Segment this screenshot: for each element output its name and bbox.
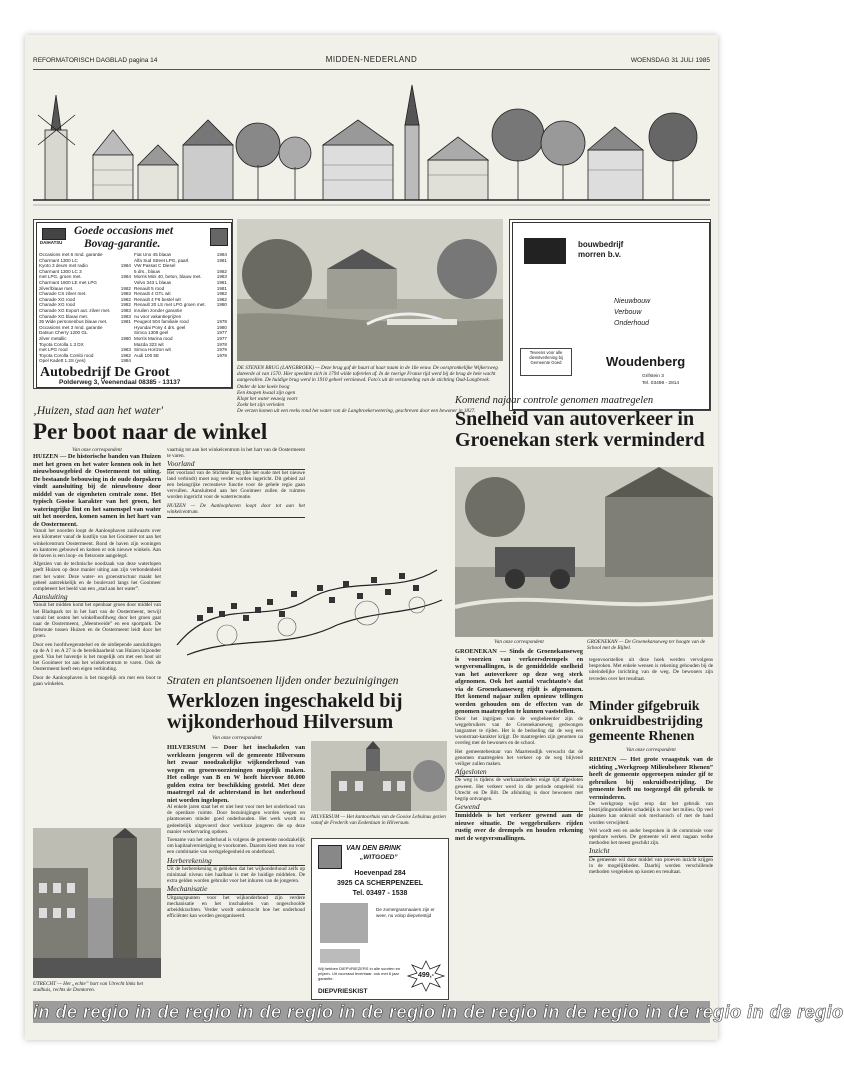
article-huizen-headline: Per boot naar de winkel	[33, 419, 268, 444]
occasion-model: Charmant 1300 LC 3	[39, 268, 82, 274]
byline: Van onze correspondent	[72, 447, 122, 453]
occasion-year: 1984	[120, 263, 131, 269]
ad-bouwbedrijf-morren	[509, 219, 711, 411]
occasion-model: Charade XG Export aut. zilver met.	[39, 307, 111, 313]
brink-offer: De zomergrasmaaiers zijn er weer, nu volop diepvriestijd	[376, 907, 435, 918]
daihatsu-brand: DAIHATSU	[40, 240, 63, 245]
occasion-model: Alfa Sud Street LPG, paarl.	[134, 257, 190, 263]
subhead-herberekening: Herberekening	[167, 858, 305, 866]
occasion-year: 1984	[216, 252, 227, 257]
paragraph: Door een hoofdwegenstelsel en de uitdiepende aansluitingen op de A 1 en A 27 is de bereikbaarheid van Huizen bijzonder goed. Van het haventje is het mogelijk om met een boot uit het Gooimeer tot aan het winkelcentrum te varen. Ook de Oostermeent heeft een eigen verbinding.	[33, 641, 161, 673]
ad-occasions-list-left	[39, 252, 131, 364]
brink-logo-icon	[318, 845, 342, 869]
occasion-model: Audi 100 5E	[134, 352, 160, 358]
brink-brand1: VAN DEN BRINK	[346, 845, 402, 852]
map-oostermeent	[167, 555, 447, 670]
occasion-model: Opel Kadett 1.2S (yes)	[39, 358, 86, 364]
photo-utrecht-caption: UTRECHT — Het „echte” hart van Utrecht links het stadhuis, rechts de Domtoren.	[33, 981, 144, 993]
occasion-model: Toyota Corolla Combi rood	[39, 352, 94, 358]
article-werklozen-byline: Van onze correspondent	[212, 735, 262, 741]
subhead-aansluiting: Aansluiting	[33, 594, 161, 602]
paragraph: Door het ingrijpen van de wegbeheerder zijn de weggebruikers van de Groenekanseweg gedwongen langzamer te rijden. Het is de bedoeling dat de weg een woonstraat-karakter krijgt. De maatregelen zijn genomen na overleg met de bewoners en de school.	[455, 715, 583, 747]
occasion-model: Charade XG blauw met.	[39, 313, 89, 319]
photo-groenekan-caption: GROENEKAN — De Groenekanseweg ter hoogte van de School met de Bijbel.	[587, 639, 706, 651]
brink-note: Wij hebben DIEPVRIEZERS in alle soorten en prijzen. Uit voorraad leverbaar. ook met 6 jaar garantie.	[318, 966, 401, 981]
occasion-year: 1980	[216, 324, 227, 330]
occasion-year: 1978	[216, 341, 227, 347]
occasion-year: 1977	[216, 335, 227, 341]
brink-brand2: „WITGOED”	[360, 854, 398, 861]
occasion-model: Morris Marina rood	[134, 335, 173, 341]
caption-text: DE STENEN BRUG (LANGBROEK) — Deze brug gaf de buurt al haar naam in de 16e eeuw. De oorspronkelijke Wijkersweg dateerde al van 1570. Hier speelden zich in 1794 wilde taferelen af. In de roerige Franse tijd werd bij de brug de hele wacht aangevallen. De huidige brug werd in 1910 geheel vernieuwd. Foto's uit de verzameling van de stichting Oud-Langbroek.	[237, 365, 498, 383]
subhead-mechanisatie: Mechanisatie	[167, 886, 305, 894]
occasion-year: 1981	[120, 319, 131, 325]
poem-line: Zoekt het zijn verleden	[237, 402, 285, 408]
occasion-model: Simca Horizon wit	[134, 347, 171, 353]
morren-logo-icon	[524, 238, 566, 264]
morren-service: Nieuwbouw	[614, 298, 651, 305]
brink-address: Hoevenpad 284	[354, 870, 406, 877]
newspaper-page	[25, 35, 844, 1040]
occasion-year: 1983	[120, 291, 131, 297]
paragraph: Afgezien van de technische noodzaak van deze waterlopen geeft Huizen op deze manier uiting aan zijn verbondenheid met het water. Deze water- en groenstructuur maakt het geheel aantrekkelijk en de boulevard langs het Gooimeer completeert het beeld van een „stad aan het water”.	[33, 561, 161, 593]
morren-line2: morren b.v.	[578, 250, 621, 259]
occasion-model: Occasions met 3 mnd. garantie	[39, 324, 103, 330]
photo-utrecht	[33, 828, 161, 978]
paragraph: Wel wordt een en ander besproken in de commissie voor openbare werken. De gemeente wil eerst nagaan welke methoden het meest geschikt zijn.	[589, 827, 713, 847]
occasion-year: 1982	[216, 291, 227, 297]
in-de-regio-banner	[33, 1001, 844, 1023]
ad-van-den-brink	[311, 838, 449, 1000]
article-huizen-kicker: ‚Huizen, stad aan het water'	[33, 405, 163, 417]
occasion-model: Charade XG rood	[39, 296, 76, 302]
occasion-model: Renault 4 GTL wit	[134, 291, 171, 297]
paragraph: Toename van het onderhoud is volgens de gemeente noodzakelijk om kapitaalvernietiging te voorkomen. Daarom kiest men nu voor een combinatie van werkgelegenheid en onderhoud.	[167, 837, 305, 856]
occasion-model: 35 Wide personenbus blauw met.	[39, 319, 108, 325]
ad-title-line2: Bovag-garantie.	[84, 238, 161, 250]
paragraph: tegenvoorstellen uit deze hoek werden vervolgens besproken. Met enkele wensen is rekening gehouden bij de uiteindelijke inrichting van de weg. De bewoners zijn tevreden over het resultaat.	[589, 657, 713, 682]
occasion-year: 1977	[216, 330, 227, 336]
occasion-year: 1978	[216, 352, 227, 358]
occasion-model: inruilen zonder garantie	[134, 307, 183, 313]
paragraph: De gemeente wil door middel van proeven inzicht krijgen in de mogelijkheden. Daarbij worden verschillende methoden vergeleken op kosten en resultaat.	[589, 856, 713, 876]
paragraph: Uitgangspunten voor het wijkonderhoud zijn verdere mechanisatie en het inschakelen van ongeschoolde arbeidskrachten. Verder wordt onderzocht hoe het onderhoud efficiënter kan worden georganiseerd.	[167, 894, 305, 920]
occasion-year: 1982	[120, 302, 131, 308]
ad-autobedrijf-de-groot	[33, 219, 233, 389]
paragraph: vaartuig tot aan het winkelcentrum in het hart van de Oostermeent te varen.	[167, 447, 305, 460]
caption-tail: De verzen komen uit een reeks rond het water van de Langbroekerwetering, geschreven door een bewoner in 1827.	[237, 408, 476, 414]
paragraph: Het gemeentebestuur van Maartensdijk verwacht dat de genomen maatregelen het verkeer op de weg blijvend veiliger zullen maken.	[455, 748, 583, 767]
paragraph: Vanuit het midden komt het openbaar groen door middel van het Bladspark tot in het hart van de Oostermeent, terwijl vanuit het oosten het winkelhoofdweg door het groen gaat naar de Oostermeent, „Meentweide” en een sportpark. De fietsroute tussen Huizen en de Oostermeent leidt door het groen.	[33, 602, 161, 640]
article-huizen-lede: HUIZEN — De historische banden van Huizen met het groen en het water kennen ook in het nieuwbouwgebied de Oostermeent tot uiting. De bestaande bebouwing in de oude dorpskern vindt aansluiting bij de nieuwbouw door middel van de eigenheten centrale zone. Het typisch Gooise karakter van het groen, het wateringrijke lint en het samenspel van water uit het noorden, komen samen in het hart van de Oostermeent.	[33, 453, 161, 528]
subhead-inzicht: Inzicht	[589, 848, 713, 856]
occasion-year: 1982	[120, 352, 131, 358]
photo-stenen-brug	[237, 219, 503, 361]
article-rhenen-byline: Van onze correspondent	[626, 747, 676, 753]
article-werklozen-lede: HILVERSUM — Door het inschakelen van werklozen jongeren wil de gemeente Hilversum het zwaar noodzakelijke wijkonderhoud van wegen en groenvoorzieningen mogelijk maken. Het college van B en W heeft hiervoor 80.000 gulden extra ter beschikking gesteld. Met deze maatregel zal de achterstand in het onderhoud niet worden ingelopen.	[167, 744, 305, 804]
brink-diepvrieskist: DIEPVRIESKIST	[318, 988, 368, 995]
ad-company-address: Polderweg 3, Veenendaal 08385 - 13137	[59, 379, 181, 386]
paragraph: Inmiddels is het verkeer gewend aan de nieuwe situatie. De weggebruikers rijden rustig over de drempels en houden rekening met de wegversmallingen.	[455, 812, 583, 842]
article-rhenen-body	[589, 756, 713, 877]
occasion-model: Toyota Corolla 1.3 DX	[39, 341, 84, 347]
occasion-model: Renault 5 rood	[134, 285, 165, 291]
occasion-year: 1983	[120, 307, 131, 313]
occasion-year: 1979	[216, 347, 227, 353]
photo-hilversum-caption: HILVERSUM — Het kantoorhuis van de Gooise Lebuïnus gezien vanaf de Frederik van Eedenlaan in Hilversum.	[311, 814, 446, 826]
article-werklozen-headline: Werklozen ingeschakeld bij wijkonderhoud Hilversum	[167, 690, 403, 733]
poem-line: Onder de late koele boog	[237, 384, 290, 390]
paragraph: Door de Aanloophaven is het mogelijk om met een boot te gaan winkelen.	[33, 674, 161, 687]
header-paper-page: REFORMATORISCH DAGBLAD pagina 14	[33, 57, 158, 64]
paragraph: Het voorland van de Stichtse Brug (die het oude met het nieuwe land verbindt) moet nog verder worden ingericht. Dit gebied zal een belangrijke recreatieve functie voor de gehele regio gaan vervullen. Aansluitend aan het Gooimeer zullen de ruimtes worden ingericht voor de waterrecreatie.	[167, 469, 305, 501]
morren-service: Onderhoud	[614, 320, 650, 327]
article-rhenen-lede: RHENEN — Het grote vraagstuk van de stichting „Werkgroep Milieubeheer Rhenen” heeft de gemeente opgeroepen minder gif te gebruiken bij onkruidbestrijding. De gemeente heeft nu toegezegd dit gebruik te verminderen.	[589, 756, 713, 801]
article-rhenen-headline: Minder gifgebruik onkruidbestrijding gemeente Rhenen	[589, 699, 703, 744]
occasion-model: Renault 4 F6 bestel wit	[134, 296, 181, 302]
occasion-year: 1980	[120, 335, 131, 341]
subhead-voorland: Voorland	[167, 461, 305, 469]
occasion-year: 1983	[120, 347, 131, 353]
article-groenekan-byline: Van onze correspondent	[494, 639, 544, 645]
occasion-model: Mazda 323 wit	[134, 341, 164, 347]
subhead-gewend: Gewend	[455, 804, 583, 812]
morren-line1: bouwbedrijf	[578, 240, 624, 249]
article-groenekan-kicker: Komend najaar controle genomen maatregelen	[455, 395, 654, 406]
occasion-model: Fiat Uno 45 blauw	[134, 252, 172, 257]
occasion-year: 1981	[216, 257, 227, 263]
occasion-model: Hyundai Pony 4 drs. geel	[134, 324, 186, 330]
occasion-model: Renault 20 LS met LPG groen met.	[134, 302, 206, 308]
brink-price: 499,-	[418, 972, 434, 979]
occasion-model: Charmant 1300 LC	[39, 257, 78, 263]
poem-line: Een knapen kwaal zijn ogen	[237, 390, 296, 396]
bovag-logo-icon	[210, 228, 228, 246]
ad-company-name: Autobedrijf De Groot	[40, 365, 170, 380]
occasion-year: 1982	[216, 296, 227, 302]
occasion-model: 5 drs., blauw	[134, 268, 161, 274]
article-groenekan-headline: Snelheid van autoverkeer in Groenekan sterk verminderd	[455, 408, 705, 451]
occasion-year: 1981	[216, 279, 227, 285]
occasion-model: met LPG, groen met.	[39, 274, 82, 280]
banner-text: in de regio in de regio in de regio in de regio in de regio in de regio in de regio in de regio	[33, 1002, 844, 1022]
header-section: MIDDEN-NEDERLAND	[325, 55, 418, 64]
morren-services	[614, 296, 650, 329]
photo-hilversum	[311, 741, 447, 811]
occasion-model: Morris Mini 40, beton, blauw met.	[134, 274, 202, 280]
occasion-model: Charade CS zilver met.	[39, 291, 87, 297]
occasion-year: 1984	[120, 358, 131, 364]
morren-badge: Teveens voor alle dienstverlening bij Gemeente Goed	[520, 348, 572, 376]
occasion-model: Kyoto 3 deurs met radio	[39, 263, 88, 269]
occasion-model: Simca 1308 geel	[134, 330, 169, 336]
occasion-model: VW Passat C Diesel	[134, 263, 176, 269]
brink-product-image	[320, 903, 368, 943]
occasion-year: 1983	[216, 274, 227, 280]
occasion-year: 1982	[120, 296, 131, 302]
map-caption: HUIZEN — De Aanloophaven loopt door tot aan het winkelcentrum.	[167, 503, 305, 518]
ad-title-line1: Goede occasions met	[74, 225, 174, 237]
ad-occasion-row	[134, 353, 227, 359]
occasion-model: Datsun Cherry 1200 GL	[39, 330, 88, 336]
brink-freezer-image	[320, 949, 360, 963]
running-header	[33, 57, 710, 70]
occasion-model: nu voor vakantieprijzen	[134, 313, 182, 319]
morren-city: Woudenberg	[606, 354, 686, 369]
header-date: WOENSDAG 31 JULI 1985	[630, 57, 710, 64]
daihatsu-logo-icon	[42, 228, 66, 240]
occasion-year: 1982	[120, 285, 131, 291]
article-groenekan-col2	[589, 657, 713, 684]
article-huizen-col1	[33, 447, 161, 689]
morren-street: Grifstein 3	[642, 374, 664, 379]
poem-line: Klopt het water eeuwig voort	[237, 396, 298, 402]
brink-tel: Tel. 03497 - 1538	[352, 890, 408, 897]
article-werklozen-kicker: Straten en plantsoenen lijden onder bezuinigingen	[167, 675, 399, 687]
morren-service: Verbouw	[614, 309, 642, 316]
article-groenekan-col1	[455, 648, 583, 844]
regional-skyline-illustration	[33, 75, 710, 211]
brink-city: 3925 CA SCHERPENZEEL	[336, 880, 424, 887]
morren-tel: Tel. 03498 - 2814	[642, 381, 680, 386]
occasion-model: Peugeot 504 familiale rood	[134, 319, 189, 325]
ad-occasions-list-right	[134, 252, 227, 358]
occasion-year: 1981	[216, 285, 227, 291]
occasion-model: Charade XG rood	[39, 302, 76, 308]
article-huizen-col2	[167, 447, 305, 520]
occasion-model: zilver/blauw met.	[39, 285, 74, 291]
occasion-model: met LPG rood	[39, 347, 68, 353]
occasion-model: Volvo 343 L blauw	[134, 279, 172, 285]
paragraph: De weg is tijdens de werkzaamheden enige tijd afgesloten geweest. Het verkeer werd in die periode omgeleid via Utrecht en De Bilt. De afsluiting is door bewoners met begrip ontvangen.	[455, 777, 583, 802]
occasion-year: 1982	[216, 268, 227, 274]
article-groenekan-lede: GROENEKAN — Sinds de Groenekanseweg is voorzien van verkeersdrempels en wegversmallingen, is de gemiddelde snelheid van het autoverkeer op deze weg sterk afgenomen. Ook het aantal vrachtauto's dat via de Groenekanseweg rijdt is afgenomen. Het komend najaar zullen opnieuw tellingen worden gehouden om de effecten van de genomen maatregelen te kunnen vaststellen.	[455, 648, 583, 715]
paragraph: Al enkele jaren staat het er niet best voor met het onderhoud van de openbare ruimte. Door bezuinigingen worden wegen en plantsoenen minder goed onderhouden. Het werk wordt nu gedeeltelijk uitgevoerd door werkloze jongeren die op deze manier werkervaring opdoen.	[167, 804, 305, 835]
article-werklozen-col1	[167, 744, 305, 921]
paragraph: Vanuit het noorden loopt de Aanloophaven zuidwaarts over een kilometer vanaf de kustlijn van het Gooimeer tot aan het winkelcentrum Oostermeent. Rond de haven zijn woningen en kantoren gebouwd en komen er ook nieuwe winkels. Aan de haven is een loop- en fietsroute aangelegd.	[33, 528, 161, 560]
paragraph: De werkgroep wijst erop dat het gebruik van bestrijdingsmiddelen schadelijk is voor het milieu. Op veel plaatsen kan onkruid ook mechanisch of met de hand worden verwijderd.	[589, 801, 713, 826]
photo-groenekan	[455, 467, 713, 637]
subhead-afgesloten: Afgesloten	[455, 769, 583, 777]
occasion-model: zilver metallic	[39, 335, 67, 341]
ad-occasion-row	[39, 358, 131, 364]
occasion-year: 1978	[216, 319, 227, 325]
occasion-year: 1980	[216, 302, 227, 308]
occasion-year: 1984	[120, 274, 131, 280]
paragraph: Uit de herberekening is gebleken dat het wijkonderhoud zelfs op minimaal niveau niet haalbaar is met de huidige middelen. De extra gelden worden gebruikt voor het inhuren van de jongeren.	[167, 865, 305, 885]
occasion-model: Charmant 1600 LE met LPG	[39, 279, 97, 285]
occasion-model: Occasions met 6 mnd. garantie	[39, 252, 103, 257]
occasion-year: 1983	[120, 313, 131, 319]
